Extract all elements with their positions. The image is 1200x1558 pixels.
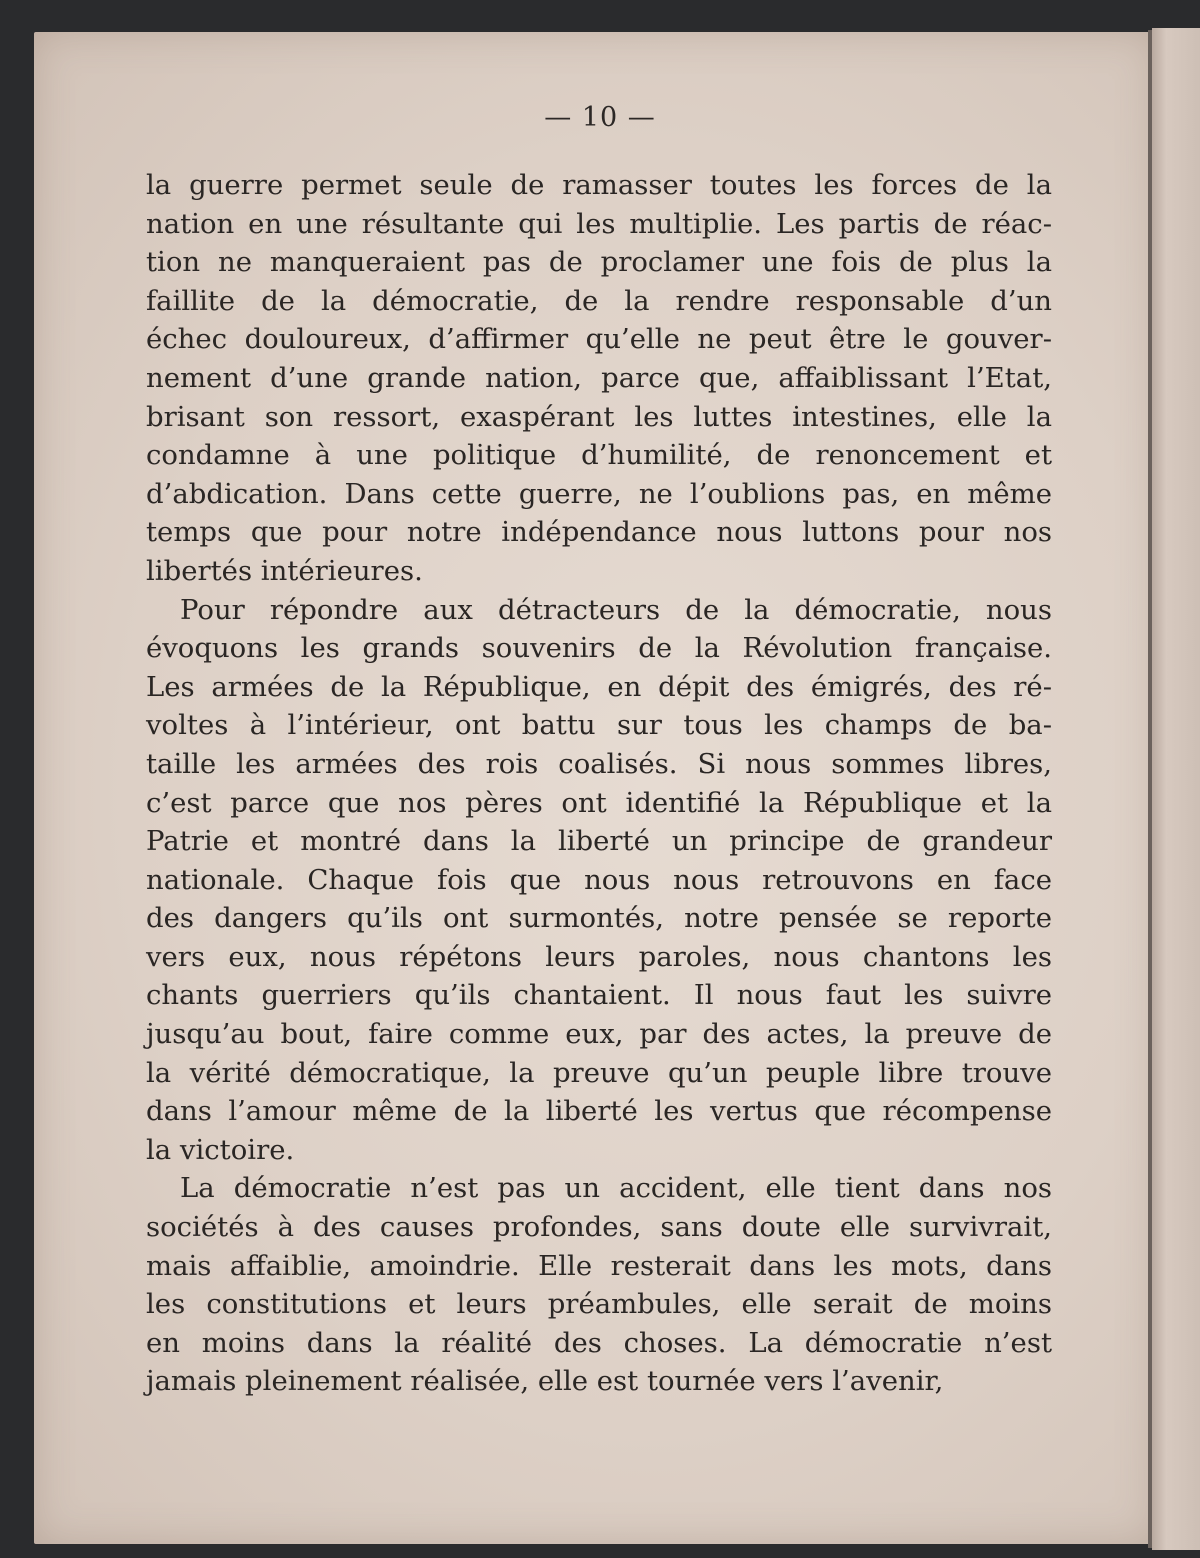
text-line: la victoire. [146,1133,295,1166]
page-number: — 10 — [544,102,656,133]
text-line: nationale. Chaque fois que nous nous retrouvons en face [146,863,1052,896]
text-line: voltes à l’intérieur, ont battu sur tous les champs de ba- [146,709,1052,742]
text-line: Pour répondre aux détracteurs de la démocratie, nous [180,593,1052,626]
text-line: libertés intérieures. [146,554,423,587]
text-line: sociétés à des causes profondes, sans doute elle survivrait, [146,1211,1052,1244]
text-line: chants guerriers qu’ils chantaient. Il nous faut les suivre [146,979,1052,1012]
facing-page-edge [1152,28,1200,1550]
paragraph [146,1169,1052,1401]
text-line: dans l’amour même de la liberté les vertus que récompense [146,1095,1052,1128]
text-line: évoquons les grands souvenirs de la Révolution française. [146,632,1052,665]
body-text [146,166,1052,1401]
text-line: des dangers qu’ils ont surmontés, notre pensée se reporte [146,902,1052,935]
text-line: jamais pleinement réalisée, elle est tournée vers l’avenir, [146,1365,944,1398]
paragraph [146,166,1052,591]
paragraph [146,591,1052,1170]
text-line: nement d’une grande nation, parce que, affaiblissant l’Etat, [146,361,1052,394]
text-line: vers eux, nous répétons leurs paroles, nous chantons les [146,940,1052,973]
text-line: la guerre permet seule de ramasser toutes les forces de la [146,169,1052,201]
text-line: en moins dans la réalité des choses. La démocratie n’est [146,1326,1052,1359]
text-line: brisant son ressort, exaspérant les luttes intestines, elle la [146,400,1052,433]
text-line: La démocratie n’est pas un accident, elle tient dans nos [180,1172,1052,1205]
text-line: Patrie et montré dans la liberté un principe de grandeur [146,825,1052,858]
text-line: condamne à une politique d’humilité, de renoncement et [146,439,1052,472]
text-line: tion ne manqueraient pas de proclamer une fois de plus la [146,246,1052,279]
text-line: nation en une résultante qui les multiplie. Les partis de réac- [146,207,1052,240]
text-line: les constitutions et leurs préambules, elle serait de moins [146,1288,1052,1321]
text-line: la vérité démocratique, la preuve qu’un peuple libre trouve [146,1056,1052,1089]
text-line: faillite de la démocratie, de la rendre responsable d’un [146,284,1052,317]
text-line: échec douloureux, d’affirmer qu’elle ne peut être le gouver- [146,323,1052,356]
text-line: temps que pour notre indépendance nous luttons pour nos [146,516,1052,549]
text-line: jusqu’au bout, faire comme eux, par des actes, la preuve de [146,1018,1052,1051]
text-line: d’abdication. Dans cette guerre, ne l’oublions pas, en même [146,477,1052,510]
text-line: taille les armées des rois coalisés. Si nous sommes libres, [146,747,1052,780]
text-line: c’est parce que nos pères ont identifié la République et la [146,786,1052,819]
text-line: Les armées de la République, en dépit des émigrés, des ré- [146,670,1052,703]
text-line: mais affaiblie, amoindrie. Elle resterait dans les mots, dans [146,1249,1052,1282]
